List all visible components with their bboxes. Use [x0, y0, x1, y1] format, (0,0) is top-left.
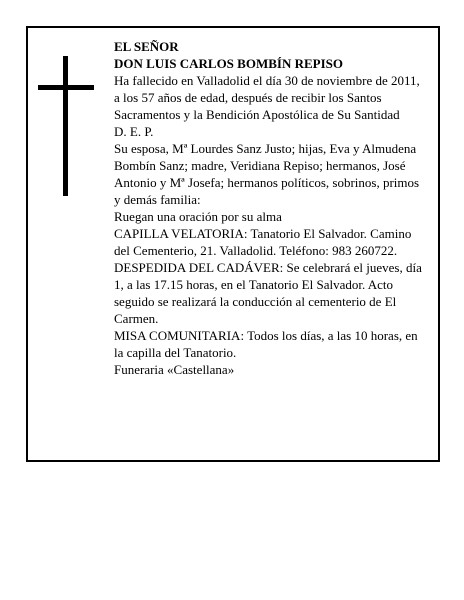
- cross-horizontal-bar: [38, 85, 94, 90]
- cross-vertical-bar: [63, 56, 68, 196]
- death-announcement: Ha fallecido en Valladolid el día 30 de noviembre de 2011, a los 57 años de edad, después de recibir los Santos Sacramentos y la Bendición Apostólica de Su Santidad: [114, 73, 420, 122]
- mass-info: MISA COMUNITARIA: Todos los días, a las 10 horas, en la capilla del Tanatorio.: [114, 328, 418, 360]
- prayer-request: Ruegan una oración por su alma: [114, 209, 282, 224]
- obituary-text-block: [114, 38, 424, 378]
- heading-title: EL SEÑOR: [114, 39, 179, 54]
- chapel-info: CAPILLA VELATORIA: Tanatorio El Salvador. Camino del Cementerio, 21. Valladolid. Teléfono: 983 260722.: [114, 226, 412, 258]
- deceased-name: DON LUIS CARLOS BOMBÍN REPISO: [114, 56, 343, 71]
- farewell-info: DESPEDIDA DEL CADÁVER: Se celebrará el jueves, día 1, a las 17.15 horas, en el Tanatorio El Salvador. Acto seguido se realizará la conducción al cementerio de El Carmen.: [114, 260, 422, 326]
- funeral-home: Funeraria «Castellana»: [114, 362, 235, 377]
- rest-in-peace: D. E. P.: [114, 124, 154, 139]
- family-list: Su esposa, Mª Lourdes Sanz Justo; hijas, Eva y Almudena Bombín Sanz; madre, Veridiana Repiso; hermanos, José Antonio y Mª Josefa; hermanos políticos, sobrinos, primos y demás familia:: [114, 141, 420, 207]
